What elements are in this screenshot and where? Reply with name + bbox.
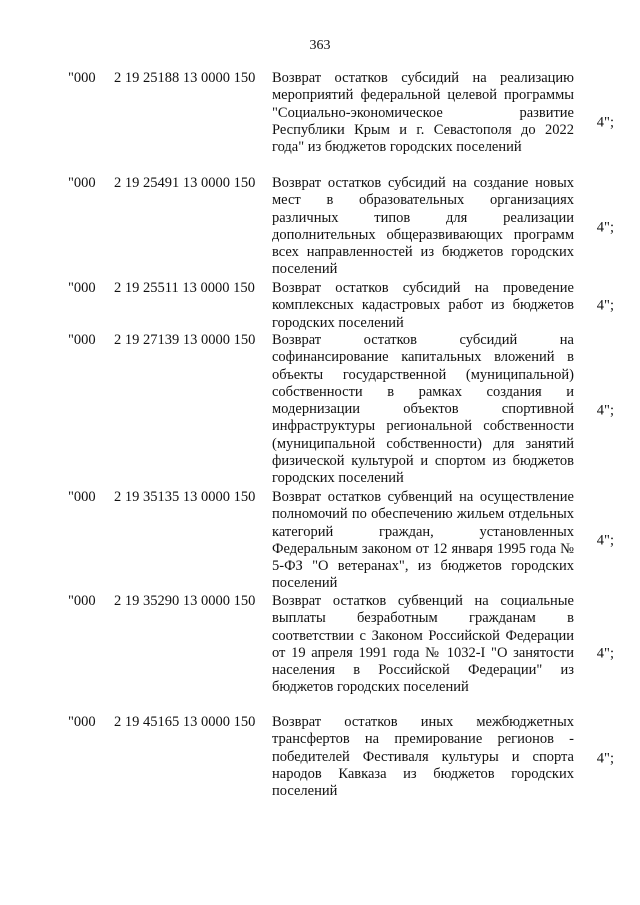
row-prefix: "000: [68, 332, 96, 348]
table-row: [68, 175, 620, 280]
row-suffix: 4";: [596, 750, 614, 767]
row-description: Возврат остатков субсидий на реализацию мероприятий федеральной целевой программы "Социально-экономическое развитие Республики Крым и г. Севастополя до 2022 года" из бюджетов городских поселений: [272, 70, 574, 156]
table-row: [68, 593, 620, 714]
budget-code: 2 19 25511 13 0000 150: [114, 280, 255, 296]
table-row: [68, 489, 620, 593]
row-description: Возврат остатков субсидий на софинансирование капитальных вложений в объекты государственной (муниципальной) собственности в рамках создания и модернизации объектов спортивной инфраструктуры региональной собственности (муниципальной собственности) для занятий физической культурой и спортом из бюджетов городских поселений: [272, 332, 574, 487]
budget-code: 2 19 35135 13 0000 150: [114, 489, 256, 505]
row-suffix: 4";: [596, 645, 614, 661]
row-description: Возврат остатков субсидий на проведение комплексных кадастровых работ из бюджетов городских поселений: [272, 280, 574, 331]
table-row: [68, 70, 620, 175]
row-suffix: 4";: [596, 532, 614, 549]
row-prefix: "000: [68, 175, 96, 191]
row-prefix: "000: [68, 280, 96, 296]
row-prefix: "000: [68, 714, 96, 730]
budget-code: 2 19 25491 13 0000 150: [114, 175, 256, 191]
row-prefix: "000: [68, 593, 96, 609]
row-description: Возврат остатков субвенций на осуществление полномочий по обеспечению жильем отдельных категорий граждан, установленных Федеральным законом от 12 января 1995 года № 5-ФЗ "О ветеранах", из бюджетов городских поселений: [272, 489, 574, 592]
table-row: [68, 332, 620, 489]
budget-code: 2 19 35290 13 0000 150: [114, 593, 256, 609]
row-suffix: 4";: [596, 297, 614, 314]
row-prefix: "000: [68, 70, 96, 86]
row-suffix: 4";: [596, 114, 614, 130]
table-row: [68, 280, 620, 332]
row-description: Возврат остатков субсидий на создание новых мест в образовательных организациях различных типов для реализации дополнительных общеразвивающих программ всех направленностей из бюджетов городских поселений: [272, 175, 574, 278]
table-row: [68, 714, 620, 804]
row-prefix: "000: [68, 489, 96, 505]
budget-code: 2 19 27139 13 0000 150: [114, 332, 256, 348]
budget-code: 2 19 45165 13 0000 150: [114, 714, 256, 730]
row-description: Возврат остатков иных межбюджетных трансфертов на премирование регионов - победителей Фестиваля культуры и спорта народов Кавказа из бюджетов городских поселений: [272, 714, 574, 800]
budget-code: 2 19 25188 13 0000 150: [114, 70, 256, 86]
row-suffix: 4";: [596, 402, 614, 418]
budget-code-table: [68, 70, 620, 804]
row-description: Возврат остатков субвенций на социальные выплаты безработным гражданам в соответствии с Законом Российской Федерации от 19 апреля 1991 года № 1032-I "О занятости населения в Российской Федерации" из бюджетов городских поселений: [272, 593, 574, 696]
row-suffix: 4";: [596, 219, 614, 235]
page-number: 363: [309, 38, 331, 53]
